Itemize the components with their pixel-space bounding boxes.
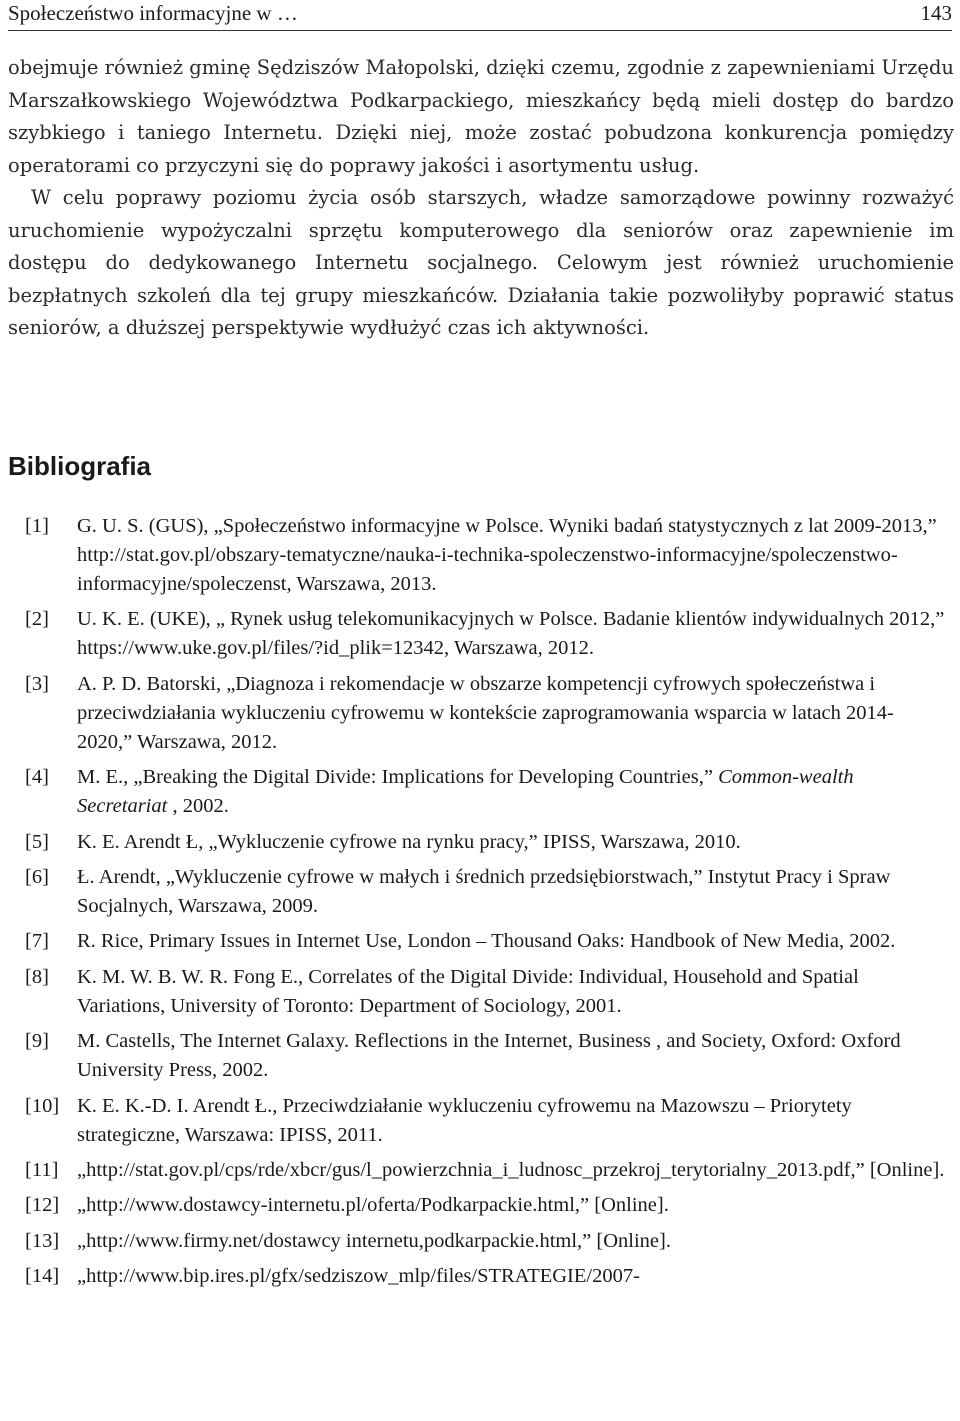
- reference-number: [9]: [25, 1030, 49, 1053]
- bibliography-item: [25, 1191, 945, 1220]
- reference-number: [8]: [25, 965, 49, 988]
- reference-text: M. Castells, The Internet Galaxy. Reflections in the Internet, Business , and Society, Oxford: Oxford University Press, 2002.: [77, 1030, 901, 1082]
- bibliography-item: [25, 1092, 945, 1150]
- bibliography-item: [25, 670, 945, 757]
- reference-text: „http://stat.gov.pl/cps/rde/xbcr/gus/l_powierzchnia_i_ludnosc_przekroj_terytorialny_2013.pdf,” [Online].: [77, 1158, 945, 1181]
- reference-number: [14]: [25, 1265, 60, 1288]
- reference-text-part: , 2002.: [167, 795, 229, 818]
- reference-text: G. U. S. (GUS), „Społeczeństwo informacyjne w Polsce. Wyniki badań statystycznych z lat 2009-2013,” http://stat.gov.pl/obszary-tematyczne/nauka-i-technika-spoleczenstwo-informacyjne/spoleczenstwo-informacyjne/spoleczenst, Warszawa, 2013.: [77, 515, 937, 595]
- reference-number: [12]: [25, 1194, 60, 1217]
- running-title: Społeczeństwo informacyjne w …: [8, 1, 298, 25]
- paragraph: obejmuje również gminę Sędziszów Małopolski, dzięki czemu, zgodnie z zapewnieniami Urzędu Marszałkowskiego Województwa Podkarpackiego, mieszkańcy będą mieli dostęp do bardzo szybkiego i taniego Internetu. Dzięki niej, może zostać pobudzona konkurencja pomiędzy operatorami co przyczyni się do poprawy jakości i asortymentu usług.: [8, 56, 954, 177]
- running-header: [8, 0, 952, 31]
- reference-number: [2]: [25, 608, 49, 631]
- reference-number: [1]: [25, 515, 49, 537]
- bibliography-item: [25, 863, 945, 921]
- reference-number: [11]: [25, 1158, 59, 1181]
- reference-publisher-italic: Common-wealth Secretariat: [77, 766, 854, 818]
- bibliography-list: [25, 512, 945, 1297]
- reference-text: R. Rice, Primary Issues in Internet Use, London – Thousand Oaks: Handbook of New Media, 2002.: [77, 930, 896, 953]
- body-text: [8, 52, 954, 345]
- reference-number: [10]: [25, 1094, 60, 1117]
- bibliography-item: [25, 828, 945, 857]
- reference-text: [77, 763, 945, 821]
- reference-number: [6]: [25, 865, 49, 888]
- reference-number: [13]: [25, 1229, 60, 1252]
- bibliography-item: [25, 1156, 945, 1185]
- reference-text: „http://www.dostawcy-internetu.pl/oferta/Podkarpackie.html,” [Online].: [77, 1194, 669, 1217]
- bibliography-item: [25, 927, 945, 956]
- bibliography-item: [25, 1227, 945, 1256]
- bibliography-heading: Bibliografia: [8, 451, 152, 481]
- reference-text: K. E. K.-D. I. Arendt Ł., Przeciwdziałanie wykluczeniu cyfrowemu na Mazowszu – Priorytety strategiczne, Warszawa: IPISS, 2011.: [77, 1094, 852, 1146]
- bibliography-item: [25, 605, 945, 663]
- reference-text: U. K. E. (UKE), „ Rynek usług telekomunikacyjnych w Polsce. Badanie klientów indywidualnych 2012,” https://www.uke.gov.pl/files/?id_plik=12342, Warszawa, 2012.: [77, 608, 945, 660]
- bibliography-item: [25, 963, 945, 1021]
- reference-text: K. M. W. B. W. R. Fong E., Correlates of the Digital Divide: Individual, Household and Spatial Variations, University of Toronto: Department of Sociology, 2001.: [77, 965, 859, 1017]
- reference-text-part: M. E., „Breaking the Digital Divide: Implications for Developing Countries,”: [77, 766, 719, 789]
- reference-text: „http://www.bip.ires.pl/gfx/sedziszow_mlp/files/STRATEGIE/2007-: [77, 1265, 640, 1288]
- bibliography-item: [25, 1262, 945, 1291]
- reference-text: A. P. D. Batorski, „Diagnoza i rekomendacje w obszarze kompetencji cyfrowych społeczeństwa i przeciwdziałania wykluczeniu cyfrowemu w kontekście zaprogramowania wsparcia w latach 2014-2020,” Warszawa, 2012.: [77, 672, 894, 753]
- reference-text: Ł. Arendt, „Wykluczenie cyfrowe w małych i średnich przedsiębiorstwach,” Instytut Pracy i Spraw Socjalnych, Warszawa, 2009.: [77, 865, 891, 917]
- bibliography-item: [25, 763, 945, 821]
- reference-text: „http://www.firmy.net/dostawcy internetu,podkarpackie.html,” [Online].: [77, 1229, 671, 1252]
- reference-text: K. E. Arendt Ł, „Wykluczenie cyfrowe na rynku pracy,” IPISS, Warszawa, 2010.: [77, 830, 741, 853]
- page-number: 143: [920, 1, 952, 25]
- bibliography-item: [25, 512, 945, 599]
- paragraph: W celu poprawy poziomu życia osób starszych, władze samorządowe powinny rozważyć uruchomienie wypożyczalni sprzętu komputerowego dla seniorów oraz zapewnienie im dostępu do dedykowanego Internetu socjalnego. Celowym jest również uruchomienie bezpłatnych szkoleń dla tej grupy mieszkańców. Działania takie pozwoliłyby poprawić status seniorów, a dłuższej perspektywie wydłużyć czas ich aktywności.: [8, 186, 954, 339]
- reference-number: [7]: [25, 930, 49, 953]
- bibliography-item: [25, 1027, 945, 1085]
- reference-number: [4]: [25, 766, 49, 789]
- reference-number: [5]: [25, 830, 49, 853]
- reference-number: [3]: [25, 672, 49, 695]
